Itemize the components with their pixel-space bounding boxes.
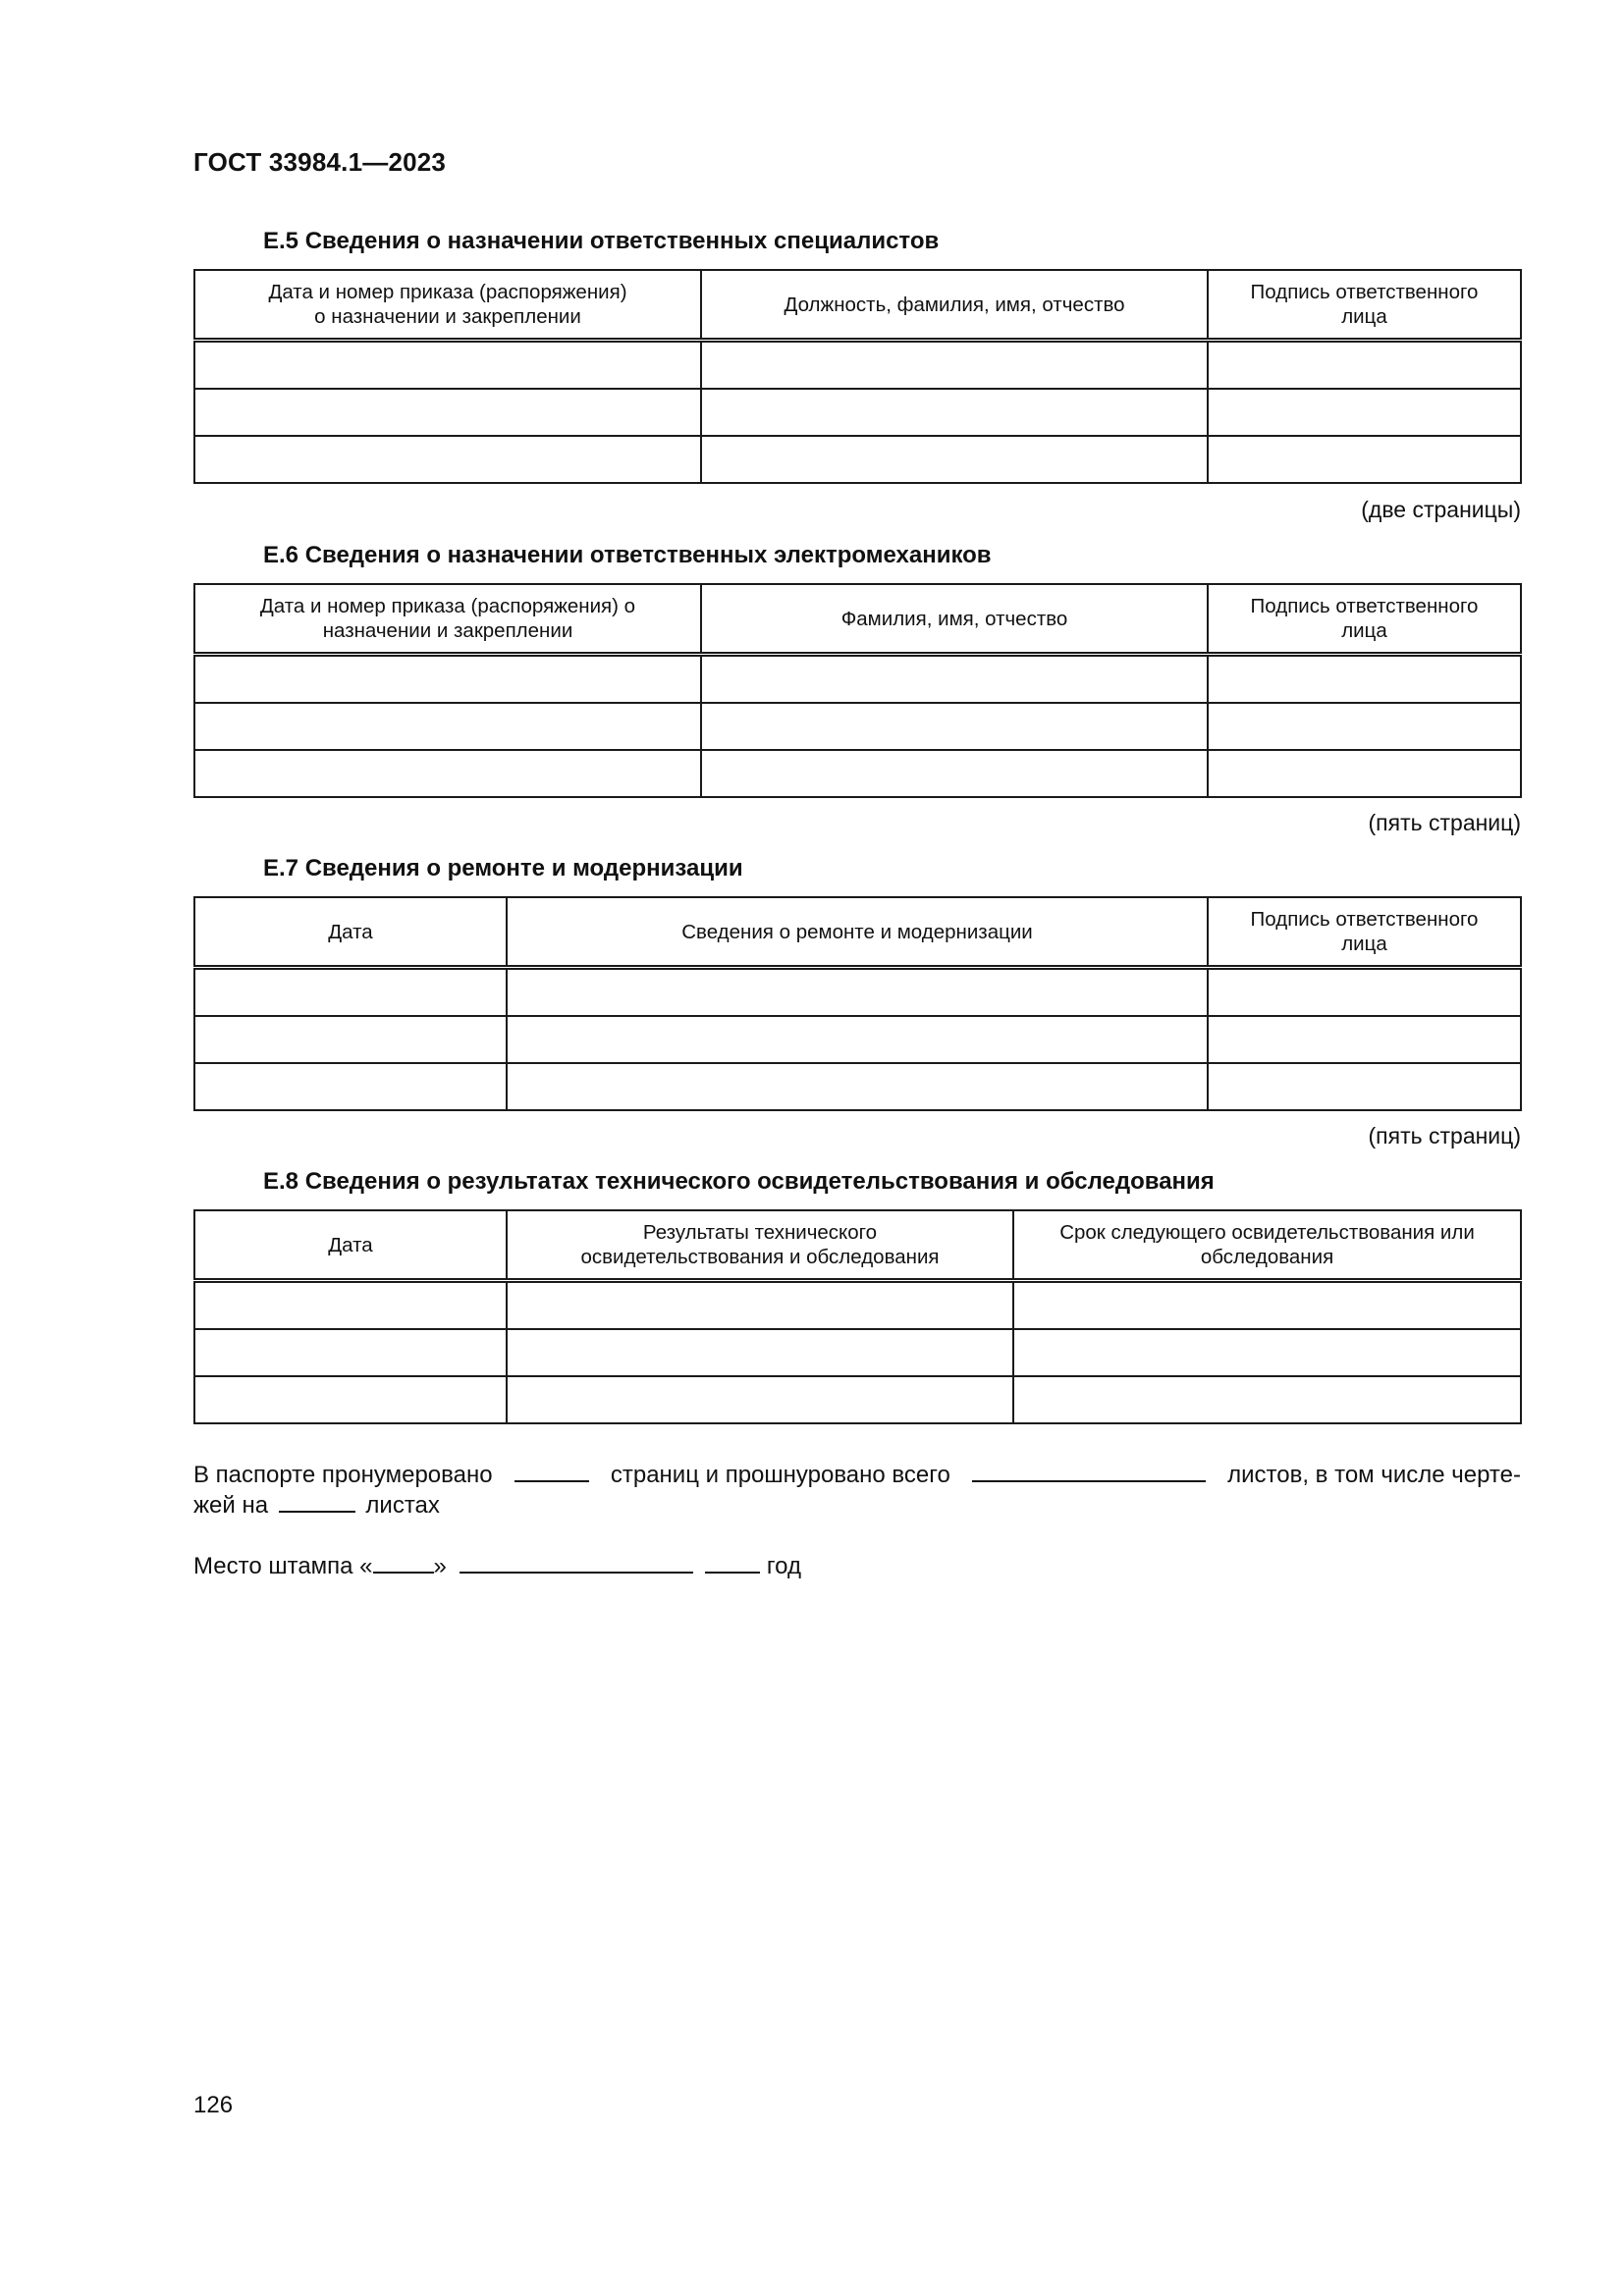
page-number: 126 xyxy=(193,2092,234,2118)
column-header: Результаты технического освидетельствования и обследования xyxy=(507,1210,1013,1281)
blank-year[interactable] xyxy=(705,1552,760,1574)
column-header: Подпись ответственного лица xyxy=(1208,897,1521,968)
pages-note-e5: (две страницы) xyxy=(1361,497,1521,522)
table-header-row xyxy=(194,270,1521,341)
statement-text: В паспорте пронумеровано xyxy=(193,1462,493,1488)
table-cell[interactable] xyxy=(194,1329,507,1376)
table-e8 xyxy=(193,1209,1522,1424)
table-cell[interactable] xyxy=(1208,389,1521,436)
statement-text: жей на xyxy=(193,1492,269,1519)
table-row xyxy=(194,341,1521,390)
column-header: Подпись ответственного лица xyxy=(1208,270,1521,341)
column-header: Фамилия, имя, отчество xyxy=(701,584,1208,655)
table-cell[interactable] xyxy=(1208,968,1521,1017)
table-e7 xyxy=(193,896,1522,1111)
blank-pages-numbered[interactable] xyxy=(514,1461,589,1482)
stamp-text: » xyxy=(433,1553,447,1579)
table-cell[interactable] xyxy=(1208,750,1521,797)
pages-note-e7: (пять страниц) xyxy=(1368,1123,1521,1148)
blank-month[interactable] xyxy=(460,1552,693,1574)
table-row xyxy=(194,1376,1521,1423)
table-cell[interactable] xyxy=(1013,1376,1521,1423)
column-header: Подпись ответственного лица xyxy=(1208,584,1521,655)
column-header: Должность, фамилия, имя, отчество xyxy=(701,270,1208,341)
table-cell[interactable] xyxy=(701,655,1208,704)
statement-text: страниц и прошнуровано всего xyxy=(610,1462,950,1488)
table-row xyxy=(194,1329,1521,1376)
stamp-text: Место штампа « xyxy=(193,1553,373,1579)
table-row xyxy=(194,1063,1521,1110)
table-cell[interactable] xyxy=(701,436,1208,483)
column-header: Дата xyxy=(194,1210,507,1281)
table-cell[interactable] xyxy=(194,655,701,704)
table-cell[interactable] xyxy=(194,1063,507,1110)
page-count-statement xyxy=(193,1460,1521,1521)
table-cell[interactable] xyxy=(507,1016,1208,1063)
table-row xyxy=(194,968,1521,1017)
table-cell[interactable] xyxy=(194,436,701,483)
table-header-row xyxy=(194,584,1521,655)
table-row xyxy=(194,655,1521,704)
statement-text: листов, в том числе черте- xyxy=(1227,1462,1521,1488)
stamp-place-line xyxy=(193,1551,1521,1581)
table-cell[interactable] xyxy=(701,389,1208,436)
table-cell[interactable] xyxy=(1208,1016,1521,1063)
table-cell[interactable] xyxy=(701,341,1208,390)
table-cell[interactable] xyxy=(507,968,1208,1017)
table-cell[interactable] xyxy=(1013,1329,1521,1376)
table-cell[interactable] xyxy=(507,1376,1013,1423)
table-row xyxy=(194,703,1521,750)
blank-drawings-count[interactable] xyxy=(279,1491,355,1513)
column-header: Сведения о ремонте и модернизации xyxy=(507,897,1208,968)
table-cell[interactable] xyxy=(507,1063,1208,1110)
column-header: Дата и номер приказа (распоряжения) о назначении и закреплении xyxy=(194,270,701,341)
table-row xyxy=(194,436,1521,483)
table-cell[interactable] xyxy=(1208,703,1521,750)
table-e5 xyxy=(193,269,1522,484)
table-cell[interactable] xyxy=(194,1376,507,1423)
table-e6 xyxy=(193,583,1522,798)
table-cell[interactable] xyxy=(701,750,1208,797)
table-cell[interactable] xyxy=(194,750,701,797)
stamp-text: год xyxy=(766,1553,801,1579)
section-title-e6: Е.6 Сведения о назначении ответственных электромехаников xyxy=(263,542,992,568)
table-cell[interactable] xyxy=(194,1016,507,1063)
blank-day[interactable] xyxy=(373,1552,434,1574)
blank-sheets-total[interactable] xyxy=(972,1461,1206,1482)
table-cell[interactable] xyxy=(194,703,701,750)
table-row xyxy=(194,389,1521,436)
section-title-e8: Е.8 Сведения о результатах технического освидетельствования и обследования xyxy=(263,1168,1215,1195)
table-cell[interactable] xyxy=(1208,1063,1521,1110)
document-code: ГОСТ 33984.1—2023 xyxy=(193,147,447,177)
table-cell[interactable] xyxy=(701,703,1208,750)
table-cell[interactable] xyxy=(194,389,701,436)
table-cell[interactable] xyxy=(507,1281,1013,1330)
table-cell[interactable] xyxy=(194,341,701,390)
table-cell[interactable] xyxy=(1208,655,1521,704)
column-header: Дата xyxy=(194,897,507,968)
table-cell[interactable] xyxy=(507,1329,1013,1376)
table-cell[interactable] xyxy=(194,1281,507,1330)
table-row xyxy=(194,1016,1521,1063)
section-title-e7: Е.7 Сведения о ремонте и модернизации xyxy=(263,855,743,881)
table-row xyxy=(194,750,1521,797)
table-header-row xyxy=(194,1210,1521,1281)
table-cell[interactable] xyxy=(1208,436,1521,483)
table-cell[interactable] xyxy=(1013,1281,1521,1330)
table-row xyxy=(194,1281,1521,1330)
statement-text: листах xyxy=(365,1492,440,1519)
column-header: Срок следующего освидетельствования или обследования xyxy=(1013,1210,1521,1281)
table-header-row xyxy=(194,897,1521,968)
table-cell[interactable] xyxy=(194,968,507,1017)
table-cell[interactable] xyxy=(1208,341,1521,390)
section-title-e5: Е.5 Сведения о назначении ответственных специалистов xyxy=(263,228,940,254)
pages-note-e6: (пять страниц) xyxy=(1368,810,1521,835)
column-header: Дата и номер приказа (распоряжения) о назначении и закреплении xyxy=(194,584,701,655)
